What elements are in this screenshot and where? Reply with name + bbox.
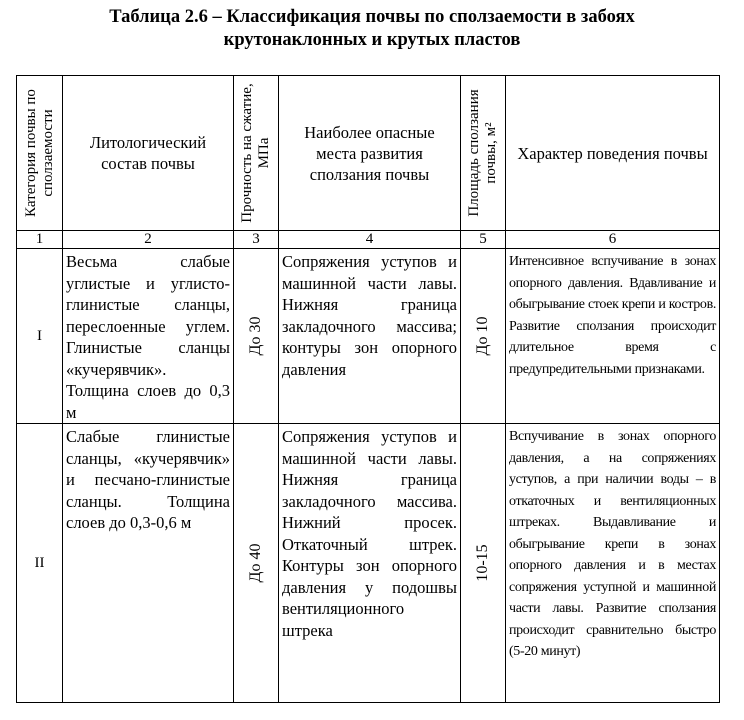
behavior-cell [506,249,720,424]
column-number: 4 [279,231,461,249]
category-cell: I [17,249,63,424]
strength-cell [234,424,279,703]
lithology-text: Весьма слабые углистые и углисто-глинистые сланцы, переслоенные углем. Глинистые сланцы «кучерявчик». Толщина слоев до 0,3 м [66,252,230,422]
dangerous-places-text: Сопряжения уступов и машинной части лавы. Нижняя граница закладочного массива. Нижний просек. Откаточный штрек. Контуры зон опорного давления у подошвы вентиляционного штрека [282,427,457,640]
header-dangerous-places-cell [279,76,461,231]
column-number-row [17,231,720,249]
area-value: До 10 [474,316,491,356]
table-title-line-1: Таблица 2.6 – Классификация почвы по сползаемости в забоях [109,7,635,27]
behavior-cell [506,424,720,703]
header-row [17,76,720,231]
lithology-cell [63,249,234,424]
area-cell [461,249,506,424]
header-dangerous-places: Наиболее опасные места развития сползания почвы [304,122,435,184]
header-category-cell [17,76,63,231]
strength-cell [234,249,279,424]
header-lithology: Литологический состав почвы [89,133,207,173]
soil-classification-table [16,75,720,703]
header-area: Площадь сползания почвы, м² [466,89,499,217]
table-row [17,424,720,703]
column-number: 5 [461,231,506,249]
behavior-text: Вспучивание в зонах опорного давления, а на сопряжениях уступов, а при наличии воды – в откаточных и вентиляционных штреках. Выдавливание и обыгрывание крепи в зонах опорного давления и в местах сопряжения уступной и машинной части лавы. Развитие сползания происходит сравнительно быстро (5-20 минут) [509,429,716,659]
dangerous-places-text: Сопряжения уступов и машинной части лавы. Нижняя граница закладочного массива; контуры зон опорного давления [282,252,457,379]
dangerous-places-cell [279,424,461,703]
column-number: 6 [506,231,720,249]
header-strength-cell [234,76,279,231]
table-title-line-2: крутонаклонных и крутых пластов [223,30,521,50]
header-area-cell [461,76,506,231]
dangerous-places-cell [279,249,461,424]
column-number: 3 [234,231,279,249]
column-number: 2 [63,231,234,249]
lithology-text: Слабые глинистые сланцы, «кучерявчик» и песчано-глинистые сланцы. Толщина слоев до 0,3-0,6 м [66,427,230,532]
strength-value: До 30 [247,316,264,356]
lithology-cell [63,424,234,703]
area-cell [461,424,506,703]
category-cell: II [17,424,63,703]
header-category: Категория почвы по сползаемости [22,89,56,217]
strength-value: До 40 [247,543,264,583]
area-value: 10-15 [474,544,491,582]
table-title [0,6,744,52]
column-number: 1 [17,231,63,249]
header-behavior: Характер поведения почвы [517,143,708,163]
header-strength: Прочность на сжатие, МПа [239,83,272,223]
header-lithology-cell [63,76,234,231]
behavior-text: Интенсивное вспучивание в зонах опорного давления. Вдавливание и обыгрывание стоек крепи и костров. Развитие сползания происходит длительное время с предупредительными признаками. [509,254,716,377]
header-behavior-cell [506,76,720,231]
table-row [17,249,720,424]
